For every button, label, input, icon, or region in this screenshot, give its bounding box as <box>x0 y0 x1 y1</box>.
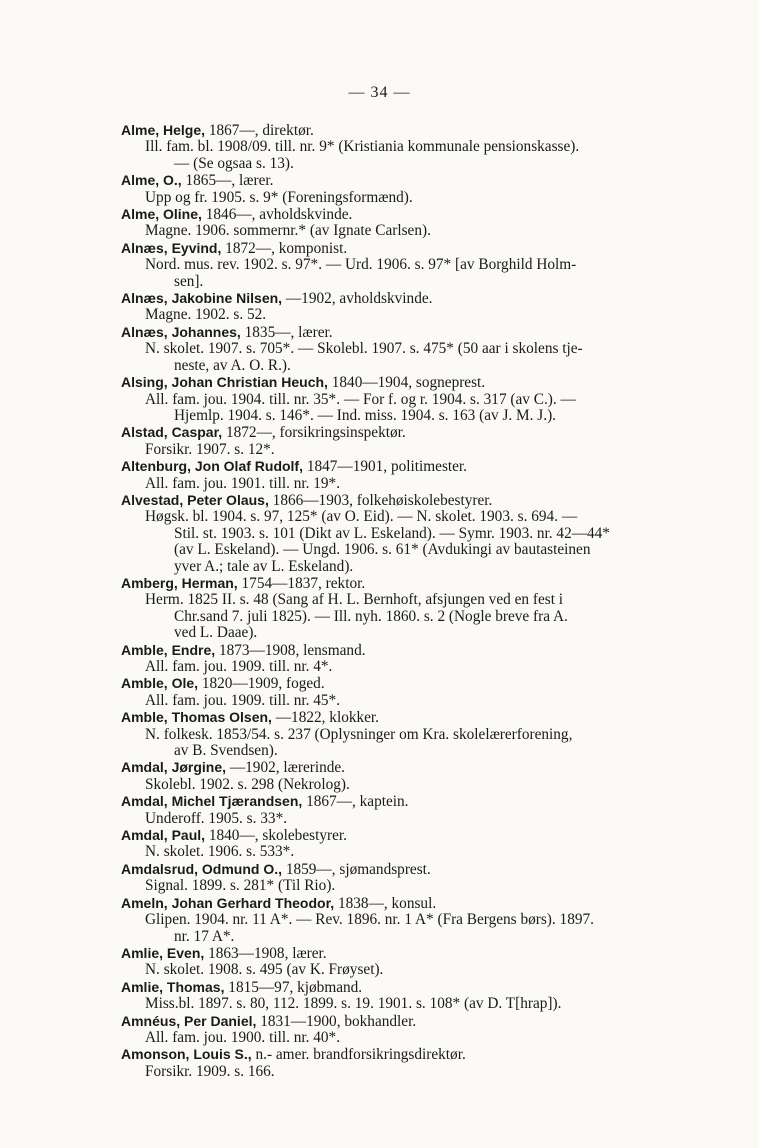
entry-name: Amlie, Even, <box>121 944 205 961</box>
entry-name: Alnæs, Jakobine Nilsen, <box>121 290 283 307</box>
entry-reference: Forsikr. 1909. s. 166. <box>145 1062 275 1080</box>
entry-name: Amble, Endre, <box>121 641 216 658</box>
entry-reference: All. fam. jou. 1901. till. nr. 19*. <box>145 474 341 492</box>
entry-reference-continued: ved L. Daae). <box>174 624 258 642</box>
entry-info: —1902, avholdskvinde. <box>282 290 433 308</box>
entry-reference: Høgsk. bl. 1904. s. 97, 125* (av O. Eid). — N. skolet. 1903. s. 694. — <box>145 508 578 526</box>
entry-reference: All. fam. jou. 1904. till. nr. 35*. — For f. og r. 1904. s. 317 (av C.). — <box>145 390 576 408</box>
entry-reference-continued: (av L. Eskeland). — Ungd. 1906. s. 61* (Avdukingi av bautasteinen <box>174 541 591 559</box>
entry-reference: Signal. 1899. s. 281* (Til Rio). <box>145 877 336 895</box>
entry-reference: Magne. 1906. sommernr.* (av Ignate Carlsen). <box>145 222 431 240</box>
register-entry <box>121 458 681 492</box>
entry-info: —1822, klokker. <box>271 709 380 727</box>
entry-heading <box>121 1013 681 1030</box>
entry-name: Ameln, Johan Gerhard Theodor, <box>121 894 335 911</box>
entry-name: Alnæs, Johannes, <box>121 323 241 340</box>
register-entry <box>121 861 681 895</box>
entry-name: Alme, Oline, <box>121 206 202 223</box>
entry-info: 1820—1909, foged. <box>198 675 325 693</box>
entry-info: 1831—1900, bokhandler. <box>256 1012 417 1030</box>
register-entry <box>121 759 681 793</box>
entry-reference: Magne. 1902. s. 52. <box>145 306 267 324</box>
entry-heading <box>121 675 681 692</box>
entry-info: 1873—1908, lensmand. <box>215 641 366 659</box>
entry-reference: Miss.bl. 1897. s. 80, 112. 1899. s. 19. 1901. s. 108* (av D. T[hrap]). <box>145 995 562 1013</box>
entry-heading <box>121 709 681 726</box>
entry-heading <box>121 424 681 441</box>
entry-info: n.- amer. brandforsikringsdirektør. <box>251 1046 466 1064</box>
entry-info: 1872—, komponist. <box>221 239 348 257</box>
entry-name: Amlie, Thomas, <box>121 978 225 995</box>
entry-name: Alnæs, Eyvind, <box>121 239 222 256</box>
entry-reference: Ill. fam. bl. 1908/09. till. nr. 9* (Kristiania kommunale pensionskasse). <box>145 138 580 156</box>
register-entry <box>121 575 681 642</box>
register-entry <box>121 979 681 1013</box>
entry-name: Alme, O., <box>121 172 182 189</box>
entry-heading <box>121 575 681 592</box>
register-entry <box>121 424 681 458</box>
entry-name: Amble, Ole, <box>121 675 199 692</box>
page-number: — 34 — <box>348 84 411 101</box>
register-entry <box>121 374 681 424</box>
register-entry <box>121 240 681 290</box>
register-entry <box>121 122 681 172</box>
entry-info: 1865—, lærer. <box>181 172 274 190</box>
entry-reference: All. fam. jou. 1909. till. nr. 45*. <box>145 691 341 709</box>
entry-name: Amdal, Paul, <box>121 827 206 844</box>
entry-reference-continued: Hjemlp. 1904. s. 146*. — Ind. miss. 1904. s. 163 (av J. M. J.). <box>174 406 556 424</box>
entry-info: 1866—1903, folkehøiskolebestyrer. <box>268 491 493 509</box>
register-entry <box>121 895 681 945</box>
entry-heading <box>121 945 681 962</box>
entry-reference: Skolebl. 1902. s. 298 (Nekrolog). <box>145 775 350 793</box>
register-entry <box>121 290 681 324</box>
entry-reference: Upp og fr. 1905. s. 9* (Foreningsformænd). <box>145 188 413 206</box>
entry-name: Amdal, Michel Tjærandsen, <box>121 793 303 810</box>
entry-reference: Glipen. 1904. nr. 11 A*. — Rev. 1896. nr. 1 A* (Fra Bergens børs). 1897. <box>145 911 594 929</box>
entry-info: 1835—, lærer. <box>240 323 333 341</box>
register-entries <box>121 122 681 1080</box>
entry-reference-continued: Stil. st. 1903. s. 101 (Dikt av L. Eskeland). — Symr. 1903. nr. 42—44* <box>174 524 610 542</box>
entry-heading <box>121 979 681 996</box>
entry-heading <box>121 861 681 878</box>
entry-heading <box>121 759 681 776</box>
register-entry <box>121 675 681 709</box>
entry-info: 1838—, konsul. <box>334 894 437 912</box>
register-entry <box>121 945 681 979</box>
entry-reference: Forsikr. 1907. s. 12*. <box>145 440 275 458</box>
register-entry <box>121 827 681 861</box>
entry-reference-continued: — (Se ogsaa s. 13). <box>174 154 294 172</box>
entry-heading <box>121 492 681 509</box>
entry-info: 1847—1901, politimester. <box>303 458 468 476</box>
entry-name: Amble, Thomas Olsen, <box>121 709 272 726</box>
entry-heading <box>121 172 681 189</box>
entry-heading <box>121 458 681 475</box>
entry-reference: Nord. mus. rev. 1902. s. 97*. — Urd. 1906. s. 97* [av Borghild Holm- <box>145 256 577 274</box>
entry-reference: Underoff. 1905. s. 33*. <box>145 809 288 827</box>
entry-heading <box>121 290 681 307</box>
entry-heading <box>121 793 681 810</box>
entry-name: Amdalsrud, Odmund O., <box>121 860 283 877</box>
entry-name: Alstad, Caspar, <box>121 424 223 441</box>
entry-name: Alsing, Johan Christian Heuch, <box>121 374 328 391</box>
entry-name: Amdal, Jørgine, <box>121 759 227 776</box>
entry-name: Altenburg, Jon Olaf Rudolf, <box>121 458 303 475</box>
entry-heading <box>121 206 681 223</box>
entry-reference-continued: av B. Svendsen). <box>174 742 278 760</box>
entry-reference-continued: nr. 17 A*. <box>174 927 235 945</box>
register-entry <box>121 1046 681 1080</box>
entry-info: 1863—1908, lærer. <box>204 944 327 962</box>
entry-reference-continued: sen]. <box>174 272 204 290</box>
entry-info: 1846—, avholdskvinde. <box>201 206 353 224</box>
entry-reference-continued: yver A.; tale av L. Eskeland). <box>174 557 354 575</box>
register-entry <box>121 709 681 759</box>
register-entry <box>121 492 681 575</box>
entry-info: 1815—97, kjøbmand. <box>224 978 363 996</box>
entry-reference: All. fam. jou. 1909. till. nr. 4*. <box>145 658 333 675</box>
entry-info: 1754—1837, rektor. <box>237 574 366 592</box>
entry-heading <box>121 240 681 257</box>
entry-name: Amberg, Herman, <box>121 574 238 591</box>
entry-reference-continued: neste, av A. O. R.). <box>174 356 291 374</box>
entry-reference: Herm. 1825 II. s. 48 (Sang af H. L. Bernhoft, afsjungen ved en fest i <box>145 591 564 609</box>
entry-info: 1840—1904, sogneprest. <box>327 374 486 392</box>
register-entry <box>121 793 681 827</box>
register-entry <box>121 324 681 374</box>
entry-reference: N. skolet. 1906. s. 533*. <box>145 843 295 861</box>
register-entry <box>121 172 681 206</box>
register-entry <box>121 642 681 676</box>
entry-reference-continued: Chr.sand 7. juli 1825). — Ill. nyh. 1860. s. 2 (Nogle breve fra A. <box>174 607 568 625</box>
entry-heading <box>121 324 681 341</box>
entry-info: —1902, lærerinde. <box>226 759 345 777</box>
entry-heading <box>121 827 681 844</box>
entry-info: 1867—, direktør. <box>205 122 314 139</box>
register-entry <box>121 1013 681 1047</box>
entry-name: Alme, Helge, <box>121 122 206 138</box>
entry-heading <box>121 1046 681 1063</box>
entry-info: 1867—, kaptein. <box>302 793 409 811</box>
entry-reference: N. skolet. 1907. s. 705*. — Skolebl. 1907. s. 475* (50 aar i skolens tje- <box>145 340 583 358</box>
entry-heading <box>121 895 681 912</box>
entry-info: 1872—, forsikringsinspektør. <box>222 424 406 442</box>
entry-name: Amnéus, Per Daniel, <box>121 1012 257 1029</box>
entry-reference: All. fam. jou. 1900. till. nr. 40*. <box>145 1028 341 1046</box>
entry-heading <box>121 374 681 391</box>
register-entry <box>121 206 681 240</box>
entry-heading <box>121 122 681 139</box>
entry-info: 1840—, skolebestyrer. <box>205 827 347 845</box>
entry-heading <box>121 642 681 659</box>
entry-name: Alvestad, Peter Olaus, <box>121 491 269 508</box>
entry-reference: N. skolet. 1908. s. 495 (av K. Frøyset). <box>145 961 384 979</box>
entry-info: 1859—, sjømandsprest. <box>282 860 431 878</box>
entry-reference: N. folkesk. 1853/54. s. 237 (Oplysninger om Kra. skolelærerforening, <box>145 725 573 743</box>
entry-name: Amonson, Louis S., <box>121 1046 252 1063</box>
